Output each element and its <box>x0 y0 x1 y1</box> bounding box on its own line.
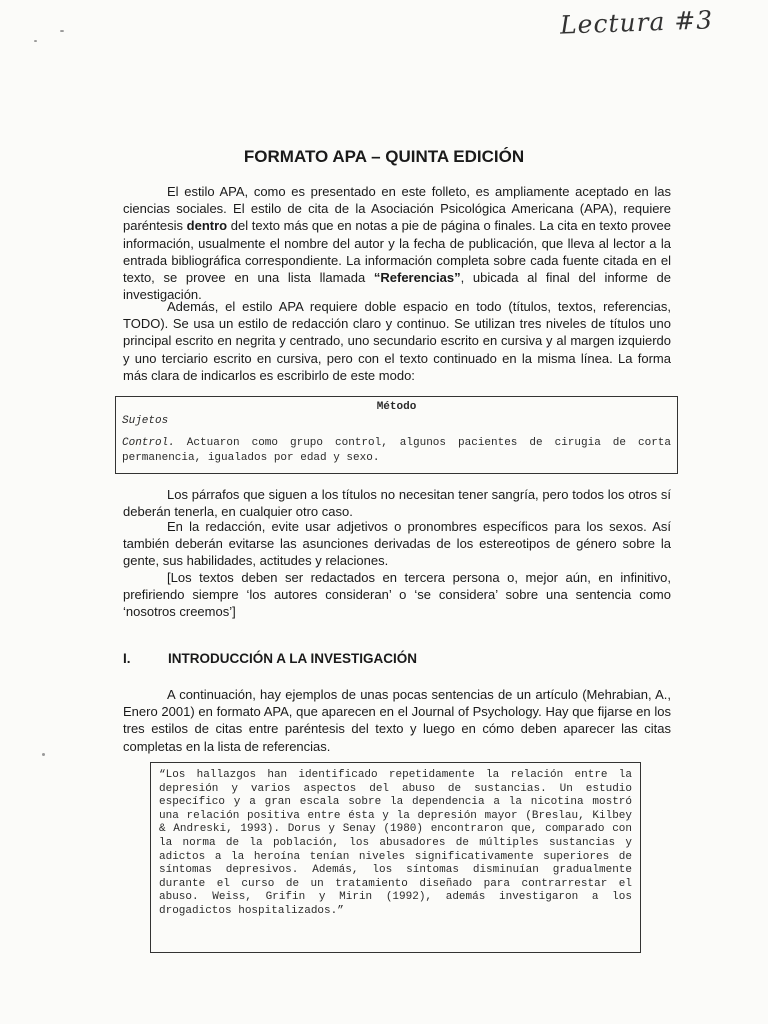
example-control-paragraph <box>122 436 671 466</box>
paragraph-indentation: Los párrafos que siguen a los títulos no necesitan tener sangría, pero todos los otros sí deberán tenerla, en cualquier otro caso. <box>123 487 671 520</box>
quote-text: “Los hallazgos han identificado repetidamente la relación entre la depresión y varios aspectos del abuso de sustancias. Un estudio específico y a gran escala sobre la dependencia a la nicotina mostró una relación positiva entre ésta y la depresión mayor (Breslau, Kilbey & Andreski, 1993). Dorus y Senay (1980) encontraron que, comparado con la norma de la población, los abusadores de múltiples sustancias y adictos a la heroína tenían niveles significativamente superiores de síntomas depresivos. Además, los síntomas disminuían gradualmente durante el curso de un tratamiento diseñado para contrarrestar el abuso. Weiss, Grifin y Mirin (1992), además investigaron a los drogadictos hospitalizados.” <box>159 769 632 917</box>
handwritten-annotation: Lectura #3 <box>559 5 714 40</box>
example-control-label: Control. <box>122 437 175 449</box>
paragraph-intro <box>123 183 671 303</box>
emphasis-referencias: “Referencias” <box>373 270 461 286</box>
paragraph-examples: A continuación, hay ejemplos de unas pocas sentencias de un artículo (Mehrabian, A., Enero 2001) en formato APA, que aparecen en el Journal of Psychology. Hay que fijarse en los tres estilos de citas entre paréntesis del texto y luego en cómo deben aparecer las citas completas en la lista de referencias. <box>123 687 671 754</box>
scan-speck <box>34 40 37 42</box>
paragraph-person: [Los textos deben ser redactados en tercera persona o, mejor aún, en infinitivo, prefiriendo siempre ‘los autores consideran’ o ‘se considera’ sobre una sentencia como ‘nosotros creemos’] <box>123 570 671 620</box>
section-number: I. <box>123 651 131 666</box>
paragraph-intro-text-end: , ubicada al final del informe de investigación. <box>123 270 671 303</box>
heading-example-box <box>115 396 678 474</box>
paragraph-gender: En la redacción, evite usar adjetivos o pronombres específicos para los sexos. Así también deberán evitarse las asunciones derivadas de los estereotipos de género sobre la gente, sus habilidades, actitudes y relaciones. <box>123 519 671 569</box>
scan-speck <box>60 30 64 32</box>
quote-box <box>150 762 641 953</box>
paragraph-intro-text-cont: del texto más que en notas a pie de página o finales. La cita en texto provee información, usualmente el nombre del autor y la fecha de publicación, que lleva al lector a la entrada bibliográfica correspondiente. La información completa sobre cada fuente citada en el texto, se provee en una lista llamada <box>123 218 672 286</box>
paragraph-format: Además, el estilo APA requiere doble espacio en todo (títulos, textos, referencias, TODO). Se usa un estilo de redacción claro y continuo. Se utilizan tres niveles de títulos uno principal escrito en negrita y centrado, uno secundario escrito en cursiva y al margen izquierdo y uno terciario escrito en cursiva, pero con el texto continuado en la misma línea. La forma más clara de indicarlos es escribirlo de este modo: <box>123 299 671 383</box>
example-heading-metodo: Método <box>376 401 417 413</box>
example-subheading-sujetos: Sujetos <box>122 415 169 427</box>
section-title: INTRODUCCIÓN A LA INVESTIGACIÓN <box>168 651 417 666</box>
document-title: FORMATO APA – QUINTA EDICIÓN <box>243 147 525 166</box>
section-heading <box>123 651 417 666</box>
paragraph-intro-text: El estilo APA, como es presentado en este folleto, es ampliamente aceptado en las ciencias sociales. El estilo de cita de la Asociación Psicológica Americana (APA), requiere paréntesis <box>123 184 671 234</box>
scan-speck <box>42 753 45 756</box>
emphasis-dentro: dentro <box>186 218 228 234</box>
example-control-text: Actuaron como grupo control, algunos pacientes de cirugia de corta permanencia, igualados por edad y sexo. <box>122 437 671 464</box>
